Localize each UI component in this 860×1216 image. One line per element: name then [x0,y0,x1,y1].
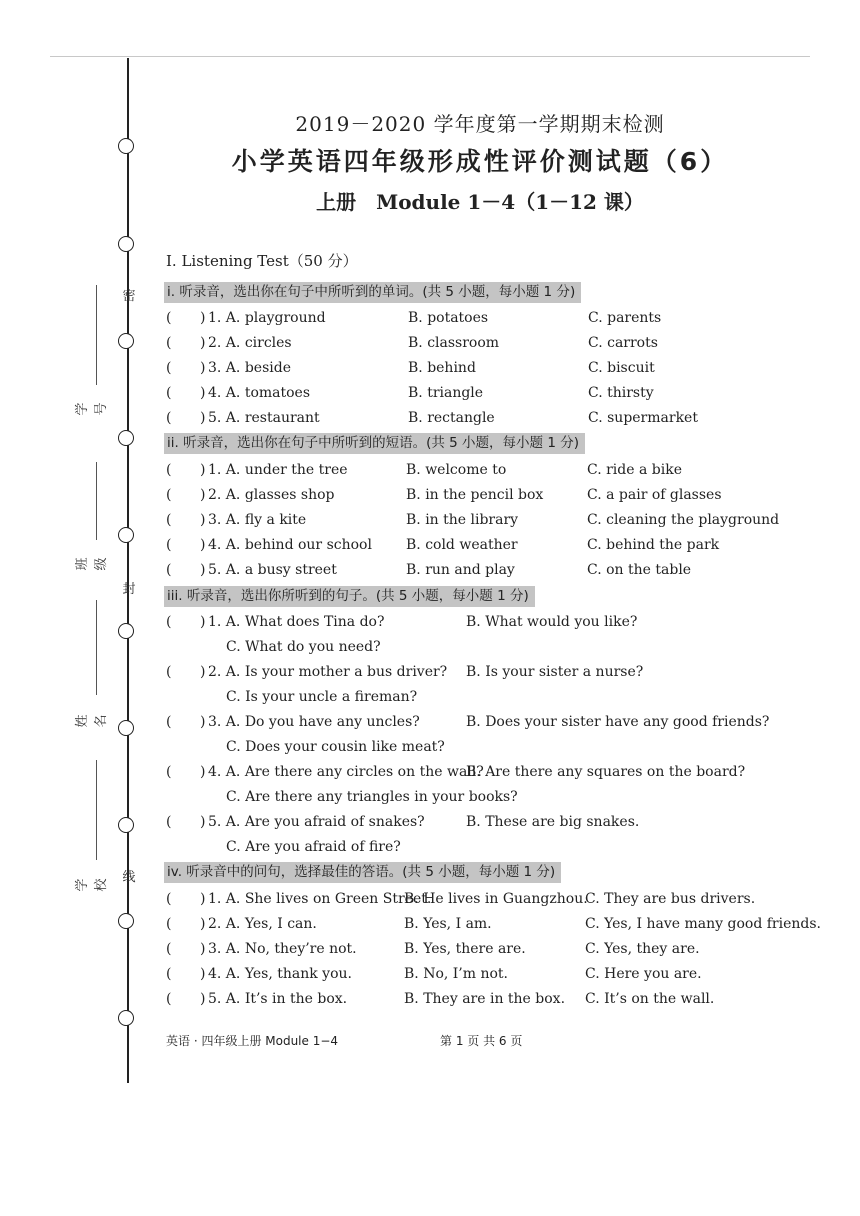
footer-page-number: 第 1 页 共 6 页 [440,1034,523,1048]
option-b: B. He lives in Guangzhou. [404,891,588,907]
option-c: C. cleaning the playground [587,512,780,528]
option-a: 2. A. Is your mother a bus driver? [208,664,448,680]
label-student-number: 学号 [75,402,109,416]
exam-scope: 上册 Module 1－4（1－12 课） [316,190,644,214]
binding-hole [118,1010,134,1026]
option-c: C. Here you are. [585,966,702,982]
option-c: C. thirsty [588,385,654,401]
exam-title: 小学英语四年级形成性评价测试题（6） [231,147,729,176]
option-c: C. It’s on the wall. [585,991,715,1007]
option-a: 5. A. It’s in the box. [208,991,348,1007]
binding-hole [118,333,134,349]
option-a: 2. A. Yes, I can. [208,916,317,932]
part-title: I. Listening Test（50 分） [166,252,358,270]
binding-xian: 线 [122,870,136,885]
exam-term-title: 2019－2020 学年度第一学期期末检测 [295,112,665,136]
option-a: 3. A. No, they’re not. [208,941,357,957]
option-a: 2. A. circles [208,335,292,351]
option-a: 1. A. She lives on Green Street. [208,891,432,907]
option-c: C. Yes, they are. [585,941,700,957]
class-line [96,462,97,540]
binding-hole [118,817,134,833]
binding-feng: 封 [122,582,136,597]
option-b: B. What would you like? [466,614,638,630]
label-school: 学校 [75,878,109,892]
option-b: B. rectangle [408,410,495,426]
option-c: C. a pair of glasses [587,487,722,503]
binding-hole [118,527,134,543]
option-b: B. Does your sister have any good friends? [466,714,770,730]
option-c: C. on the table [587,562,692,578]
option-b: B. in the library [406,512,519,528]
option-a: 1. A. under the tree [208,462,348,478]
option-b: B. These are big snakes. [466,814,640,830]
option-a: 3. A. beside [208,360,291,376]
option-b: B. potatoes [408,310,489,326]
option-c: C. Are you afraid of fire? [226,839,401,855]
option-c: C. Yes, I have many good friends. [585,916,821,932]
option-c: C. biscuit [588,360,655,376]
binding-mi: 密 [122,289,136,304]
option-a: 3. A. Do you have any uncles? [208,714,420,730]
option-a: 5. A. a busy street [208,562,337,578]
label-class: 班级 [75,557,109,571]
section-header: i. 听录音，选出你在句子中所听到的单词。(共 5 小题，每小题 1 分) [164,282,581,303]
option-a: 4. A. Yes, thank you. [208,966,352,982]
school-line [96,760,97,860]
top-rule [50,56,810,57]
label-name: 姓名 [75,714,109,728]
option-a: 4. A. tomatoes [208,385,311,401]
option-b: B. No, I’m not. [404,966,508,982]
binding-hole [118,623,134,639]
option-a: 1. A. playground [208,310,326,326]
binding-hole [118,913,134,929]
option-a: 2. A. glasses shop [208,487,335,503]
option-b: B. classroom [408,335,500,351]
option-b: B. Yes, I am. [404,916,492,932]
option-c: C. Is your uncle a fireman? [226,689,418,705]
option-b: B. Are there any squares on the board? [466,764,746,780]
option-b: B. in the pencil box [406,487,544,503]
option-b: B. They are in the box. [404,991,566,1007]
binding-hole [118,236,134,252]
name-line [96,600,97,695]
option-c: C. Are there any triangles in your books? [226,789,518,805]
option-c: C. Does your cousin like meat? [226,739,445,755]
section-header: iii. 听录音，选出你所听到的句子。(共 5 小题，每小题 1 分) [164,586,535,607]
binding-hole [118,720,134,736]
option-a: 4. A. behind our school [208,537,372,553]
option-b: B. Yes, there are. [404,941,526,957]
option-c: C. ride a bike [587,462,682,478]
option-a: 5. A. Are you afraid of snakes? [208,814,425,830]
option-c: C. carrots [588,335,658,351]
footer-course: 英语 · 四年级上册 Module 1−4 [166,1034,339,1048]
option-a: 3. A. fly a kite [208,512,307,528]
option-a: 1. A. What does Tina do? [208,614,385,630]
option-b: B. welcome to [406,462,507,478]
option-c: C. What do you need? [226,639,381,655]
option-b: B. Is your sister a nurse? [466,664,644,680]
option-b: B. cold weather [406,537,518,553]
option-a: 5. A. restaurant [208,410,320,426]
option-c: C. behind the park [587,537,720,553]
binding-hole [118,430,134,446]
option-b: B. run and play [406,562,515,578]
option-c: C. They are bus drivers. [585,891,756,907]
section-header: iv. 听录音中的问句，选择最佳的答语。(共 5 小题，每小题 1 分) [164,862,561,883]
option-c: C. supermarket [588,410,698,426]
option-b: B. triangle [408,385,484,401]
student-number-line [96,285,97,385]
option-b: B. behind [408,360,476,376]
section-header: ii. 听录音，选出你在句子中所听到的短语。(共 5 小题，每小题 1 分) [164,433,585,454]
option-a: 4. A. Are there any circles on the wall? [208,764,484,780]
option-c: C. parents [588,310,662,326]
